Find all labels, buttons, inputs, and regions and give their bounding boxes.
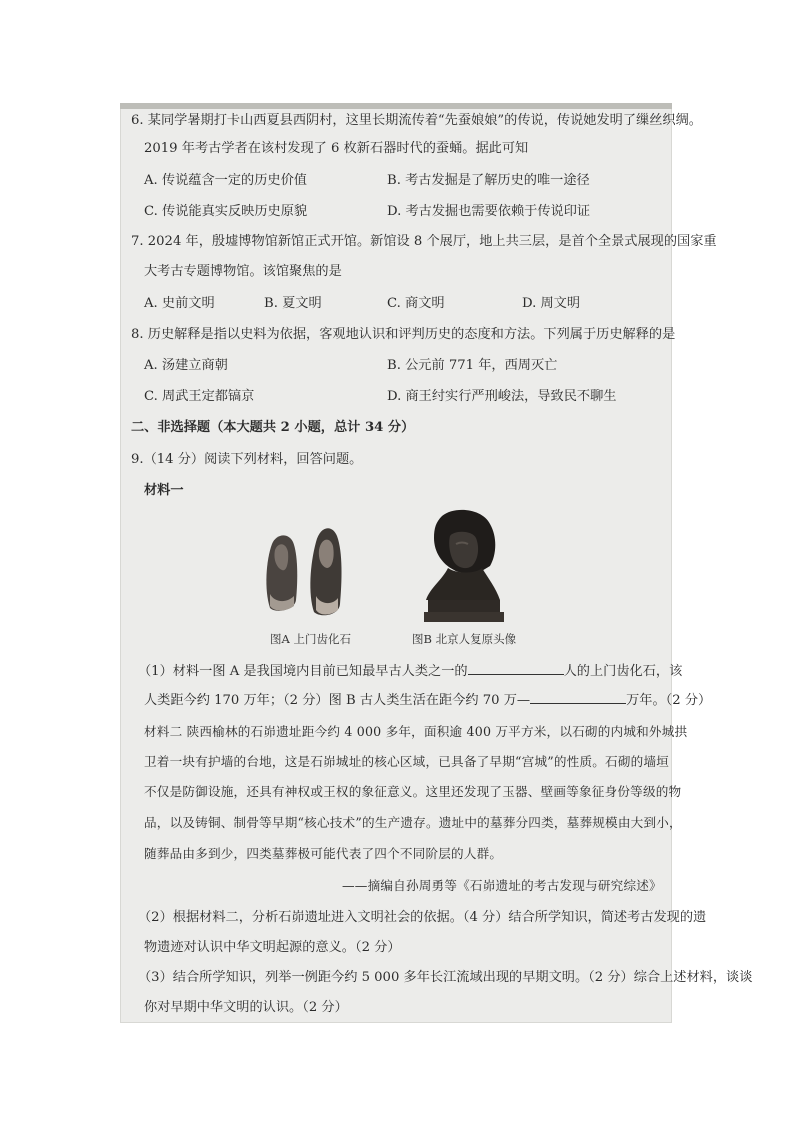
q6-option-d: D. 考古发掘也需要依赖于传说印证 (387, 204, 591, 219)
q7-option-a: A. 史前文明 (144, 296, 215, 311)
q7-stem-line2: 大考古专题博物馆。该馆聚焦的是 (144, 264, 342, 279)
q9-sub1-line2 (144, 691, 711, 709)
q6-stem-line2: 2019 年考古学者在该村发现了 6 枚新石器时代的蚕蛹。据此可知 (144, 141, 529, 156)
q8-option-c: C. 周武王定都镐京 (144, 389, 255, 404)
q8-option-a: A. 汤建立商朝 (144, 358, 228, 373)
tooth-fossil-image (258, 520, 358, 620)
q6-option-b: B. 考古发掘是了解历史的唯一途径 (387, 173, 590, 188)
q9-sub3-line2: 你对早期中华文明的认识。（2 分） (144, 1000, 348, 1015)
answer-blank-1[interactable] (468, 662, 564, 675)
section2-heading: 二、非选择题（本大题共 2 小题，总计 34 分） (131, 420, 415, 435)
q9-sub1-text-d: 万年。（2 分） (626, 693, 712, 708)
q6-option-a: A. 传说蕴含一定的历史价值 (144, 173, 307, 188)
q7-option-d: D. 周文明 (522, 296, 581, 311)
q9-sub1-text-a: （1）材料一图 A 是我国境内目前已知最早古人类之一的 (138, 664, 468, 679)
material2-line1: 材料二 陕西榆林的石峁遗址距今约 4 000 多年，面积逾 400 万平方米，以石砌的内城和外城拱 (144, 724, 688, 739)
material2-source: ——摘编自孙周勇等《石峁遗址的考古发现与研究综述》 (342, 878, 662, 893)
peking-man-bust-image (420, 508, 506, 624)
q7-stem-line1: 7. 2024 年，殷墟博物馆新馆正式开馆。新馆设 8 个展厅，地上共三层，是首个全景式展现的国家重 (131, 234, 717, 249)
material2-line2: 卫着一块有护墙的台地，这是石峁城址的核心区域，已具备了早期“宫城”的性质。石砌的墙垣 (144, 754, 670, 769)
material2-line4: 品，以及铸铜、制骨等早期“核心技术”的生产遗存。遗址中的墓葬分四类，墓葬规模由大到小， (144, 815, 682, 830)
figure-a-caption: 图A 上门齿化石 (270, 632, 351, 646)
q7-option-b: B. 夏文明 (264, 296, 322, 311)
q6-stem-line1: 6. 某同学暑期打卡山西夏县西阴村，这里长期流传着“先蚕娘娘”的传说，传说她发明了缫丝织绸。 (131, 113, 702, 128)
q8-option-d: D. 商王纣实行严刑峻法，导致民不聊生 (387, 389, 617, 404)
material1-label: 材料一 (144, 483, 184, 498)
answer-blank-2[interactable] (530, 691, 626, 704)
figure-b-caption: 图B 北京人复原头像 (412, 632, 517, 646)
q8-stem: 8. 历史解释是指以史料为依据，客观地认识和评判历史的态度和方法。下列属于历史解释的是 (131, 327, 676, 342)
q9-sub2-line2: 物遗迹对认识中华文明起源的意义。（2 分） (144, 940, 401, 955)
q8-option-b: B. 公元前 771 年，西周灭亡 (387, 358, 558, 373)
material2-line5: 随葬品由多到少，四类墓葬极可能代表了四个不同阶层的人群。 (144, 846, 503, 861)
q9-sub1-text-c: 人类距今约 170 万年；（2 分）图 B 古人类生活在距今约 70 万— (144, 693, 531, 708)
q9-sub1-text-b: 人的上门齿化石，该 (563, 664, 683, 679)
q9-stem: 9.（14 分）阅读下列材料，回答问题。 (131, 452, 363, 467)
q9-sub2-line1: （2）根据材料二，分析石峁遗址进入文明社会的依据。（4 分）结合所学知识，简述考古发现的遗 (138, 910, 707, 925)
q9-sub3-line1: （3）结合所学知识，列举一例距今约 5 000 多年长江流域出现的早期文明。（2 分）综合上述材料，谈谈 (138, 970, 753, 985)
material2-line3: 不仅是防御设施，还具有神权或王权的象征意义。这里还发现了玉器、壁画等象征身份等级的物 (144, 784, 682, 799)
q6-option-c: C. 传说能真实反映历史原貌 (144, 204, 308, 219)
q9-sub1-line1 (138, 662, 682, 680)
q7-option-c: C. 商文明 (387, 296, 445, 311)
